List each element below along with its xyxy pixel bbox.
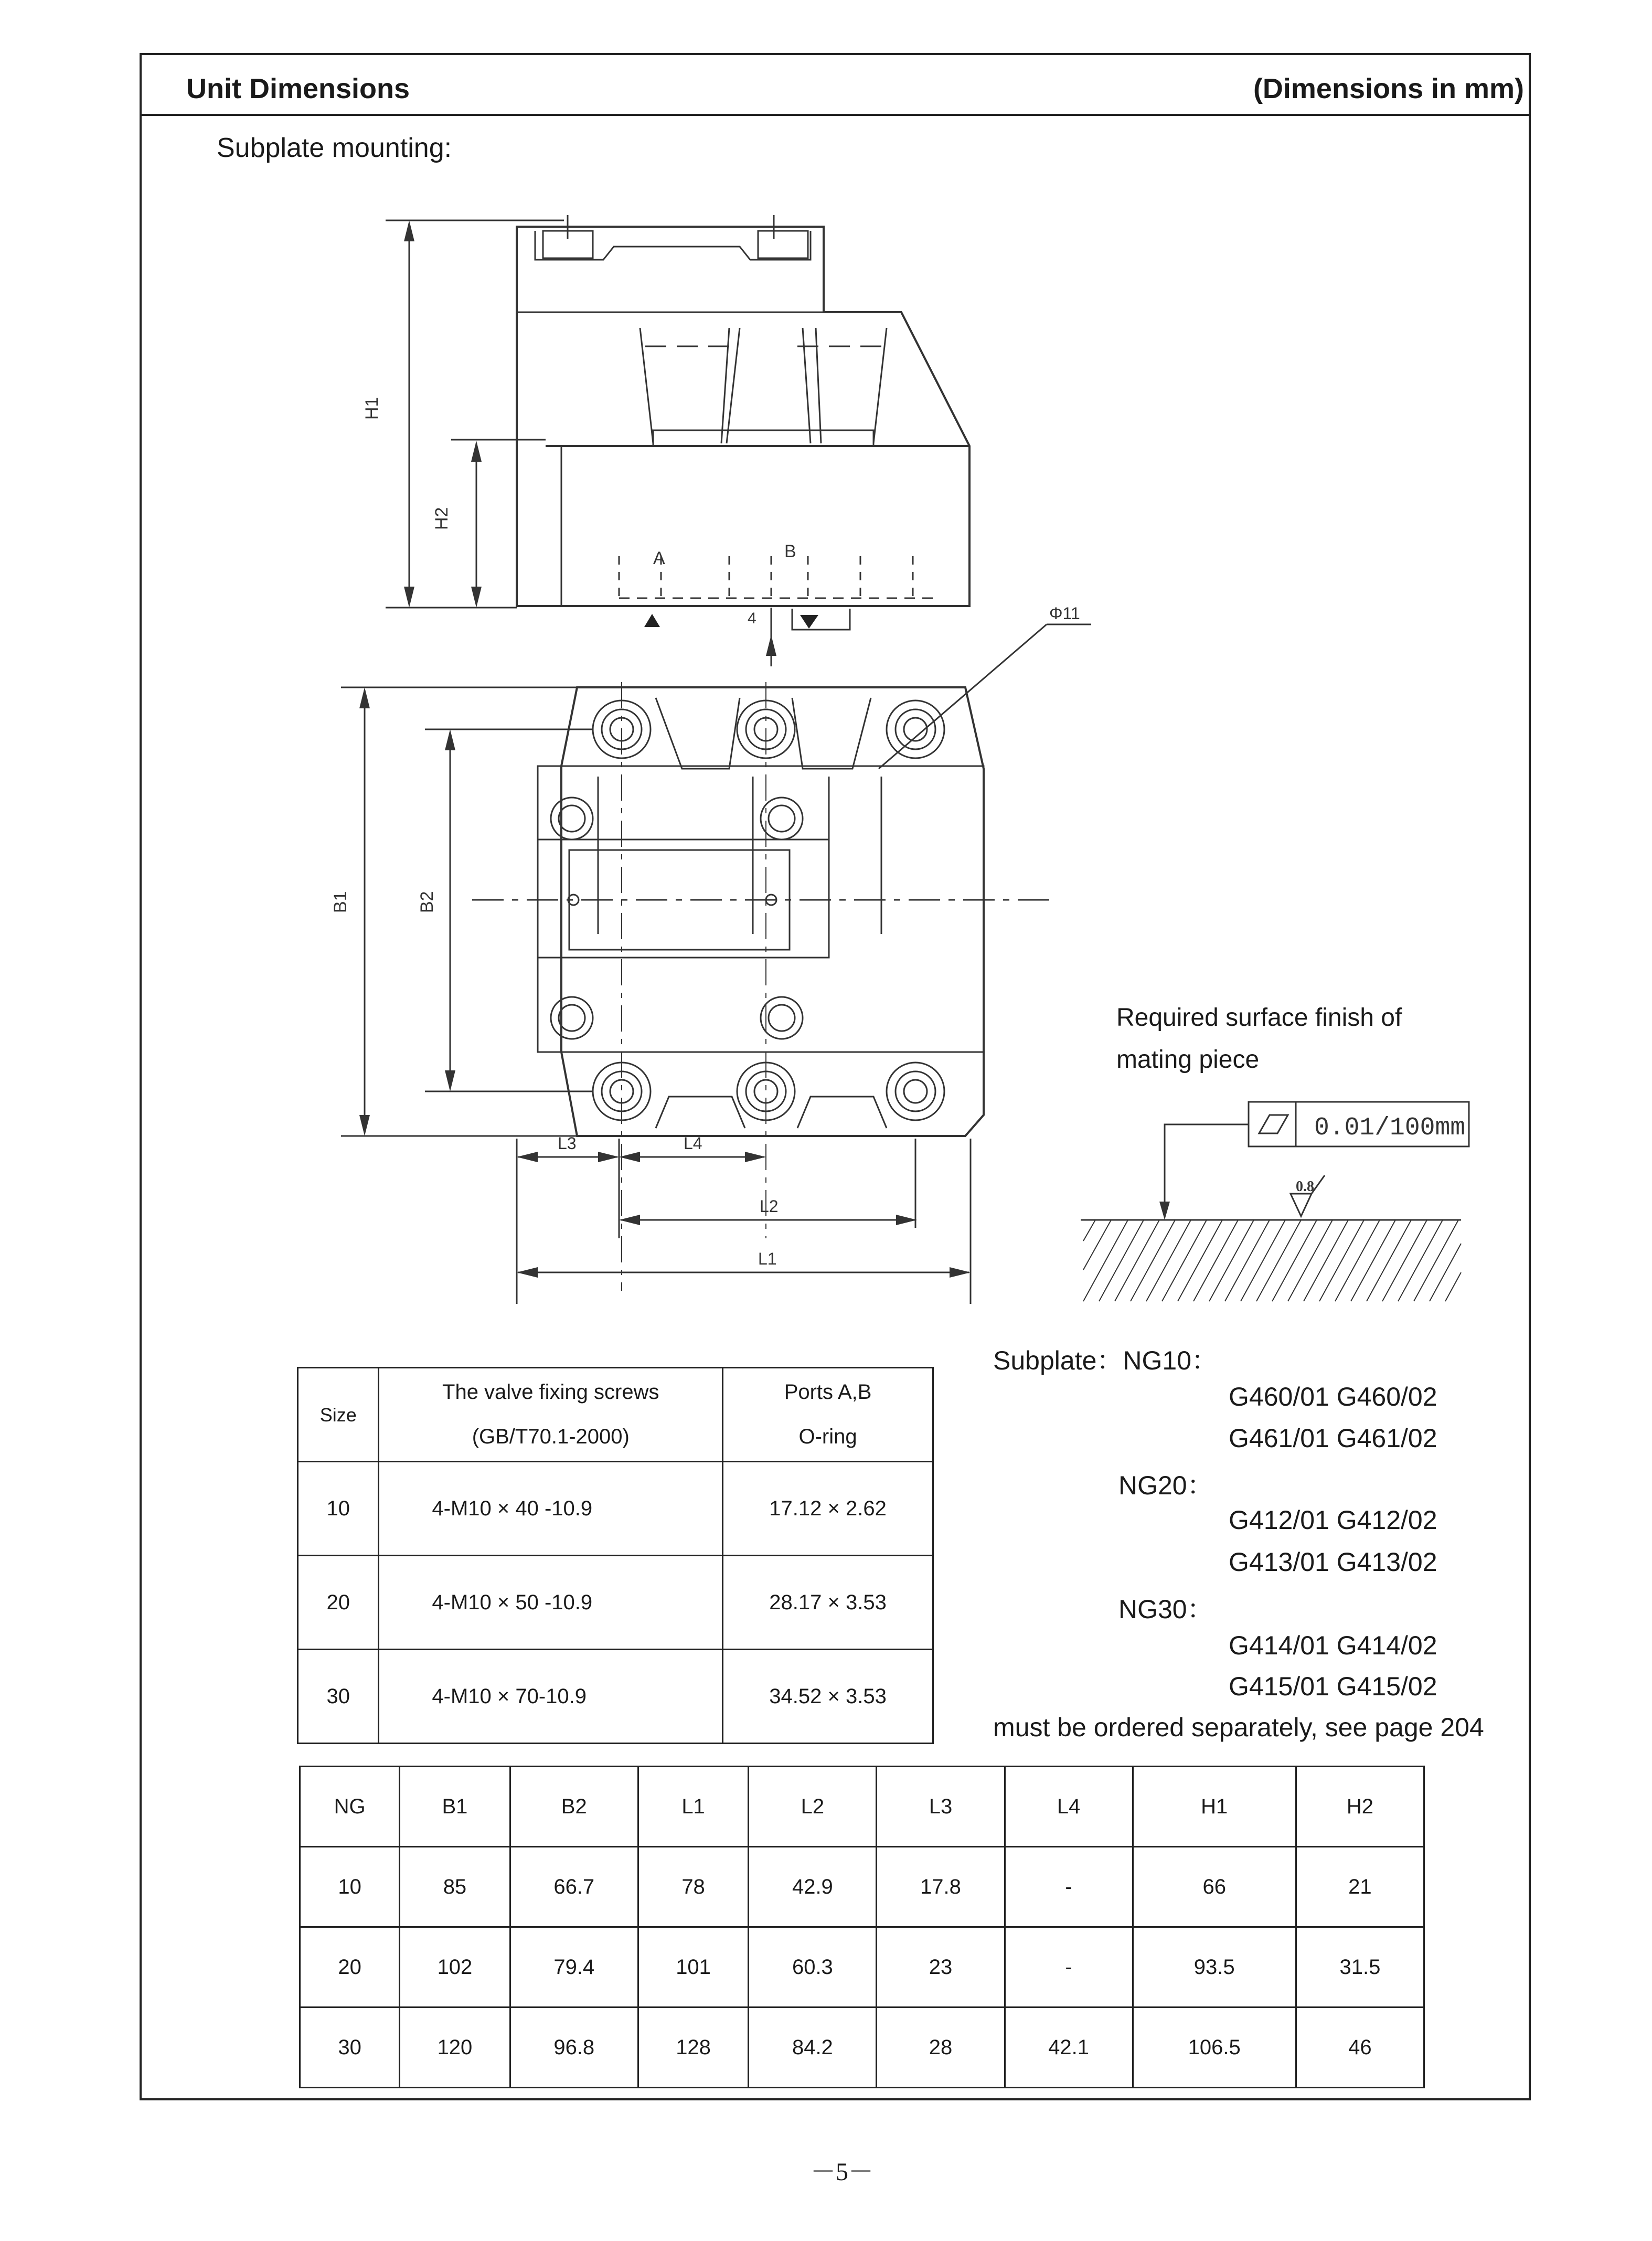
subplate-ng20-line2: G413/01 G413/02 bbox=[1229, 1547, 1437, 1577]
subplate-label: Subplate：NG10： bbox=[993, 1346, 1218, 1375]
page-title: Unit Dimensions bbox=[186, 73, 410, 104]
dim-label-l3: L3 bbox=[558, 1134, 577, 1153]
subplate-ng30-label: NG30： bbox=[1118, 1595, 1213, 1624]
dim-label-b2: B2 bbox=[417, 891, 437, 913]
flatness-tolerance: 0.01/100mm bbox=[1314, 1114, 1466, 1142]
subplate-ng10-line2: G461/01 G461/02 bbox=[1229, 1424, 1437, 1453]
table-header-row: NG B1 B2 L1 L2 L3 L4 H1 H2 bbox=[300, 1767, 1424, 1847]
table-row: 20 4-M10 × 50 -10.9 28.17 × 3.53 bbox=[298, 1556, 933, 1650]
dim-label-a: A bbox=[653, 548, 665, 568]
dim-label-l1: L1 bbox=[758, 1249, 777, 1268]
side-view bbox=[386, 215, 1091, 769]
dimensions-table bbox=[299, 1766, 1425, 2088]
roughness-value: 0.8 bbox=[1296, 1178, 1314, 1195]
plan-view bbox=[341, 682, 1054, 1304]
section-label: Subplate mounting: bbox=[217, 133, 452, 163]
subplate-ng20-label: NG20： bbox=[1118, 1471, 1213, 1500]
table-row: 30 4-M10 × 70-10.9 34.52 × 3.53 bbox=[298, 1650, 933, 1744]
surface-finish-title-2: mating piece bbox=[1116, 1046, 1260, 1074]
subplate-ng30-line2: G415/01 G415/02 bbox=[1229, 1672, 1437, 1701]
dim-label-4: 4 bbox=[748, 610, 756, 627]
subplate-ng10-line1: G460/01 G460/02 bbox=[1229, 1382, 1437, 1411]
dim-label-b: B bbox=[784, 541, 796, 561]
page-number: －5－ bbox=[811, 2158, 874, 2186]
dim-label-h2: H2 bbox=[432, 507, 452, 530]
dim-label-b1: B1 bbox=[331, 891, 350, 913]
screws-table bbox=[297, 1367, 934, 1744]
subplate-ng20-line1: G412/01 G412/02 bbox=[1229, 1505, 1437, 1535]
surface-finish-title-1: Required surface finish of bbox=[1116, 1004, 1402, 1032]
table-row: 20 102 79.4 101 60.3 23 - 93.5 31.5 bbox=[300, 1927, 1424, 2008]
units-note: (Dimensions in mm) bbox=[1253, 73, 1524, 104]
subplate-note: must be ordered separately, see page 204 bbox=[993, 1713, 1484, 1742]
screws-header: The valve fixing screws (GB/T70.1-2000) bbox=[379, 1368, 723, 1462]
size-header: Size bbox=[298, 1368, 379, 1462]
table-row: 30 120 96.8 128 84.2 28 42.1 106.5 46 bbox=[300, 2008, 1424, 2088]
dim-label-l4: L4 bbox=[684, 1134, 702, 1153]
dim-label-h1: H1 bbox=[362, 397, 382, 420]
table-row: 10 85 66.7 78 42.9 17.8 - 66 21 bbox=[300, 1847, 1424, 1927]
subplate-ng30-line1: G414/01 G414/02 bbox=[1229, 1631, 1437, 1660]
table-row: 10 4-M10 × 40 -10.9 17.12 × 2.62 bbox=[298, 1462, 933, 1556]
dim-label-phi11: Φ11 bbox=[1049, 604, 1080, 623]
oring-header: Ports A,B O-ring bbox=[723, 1368, 933, 1462]
dim-label-l2: L2 bbox=[760, 1197, 779, 1216]
